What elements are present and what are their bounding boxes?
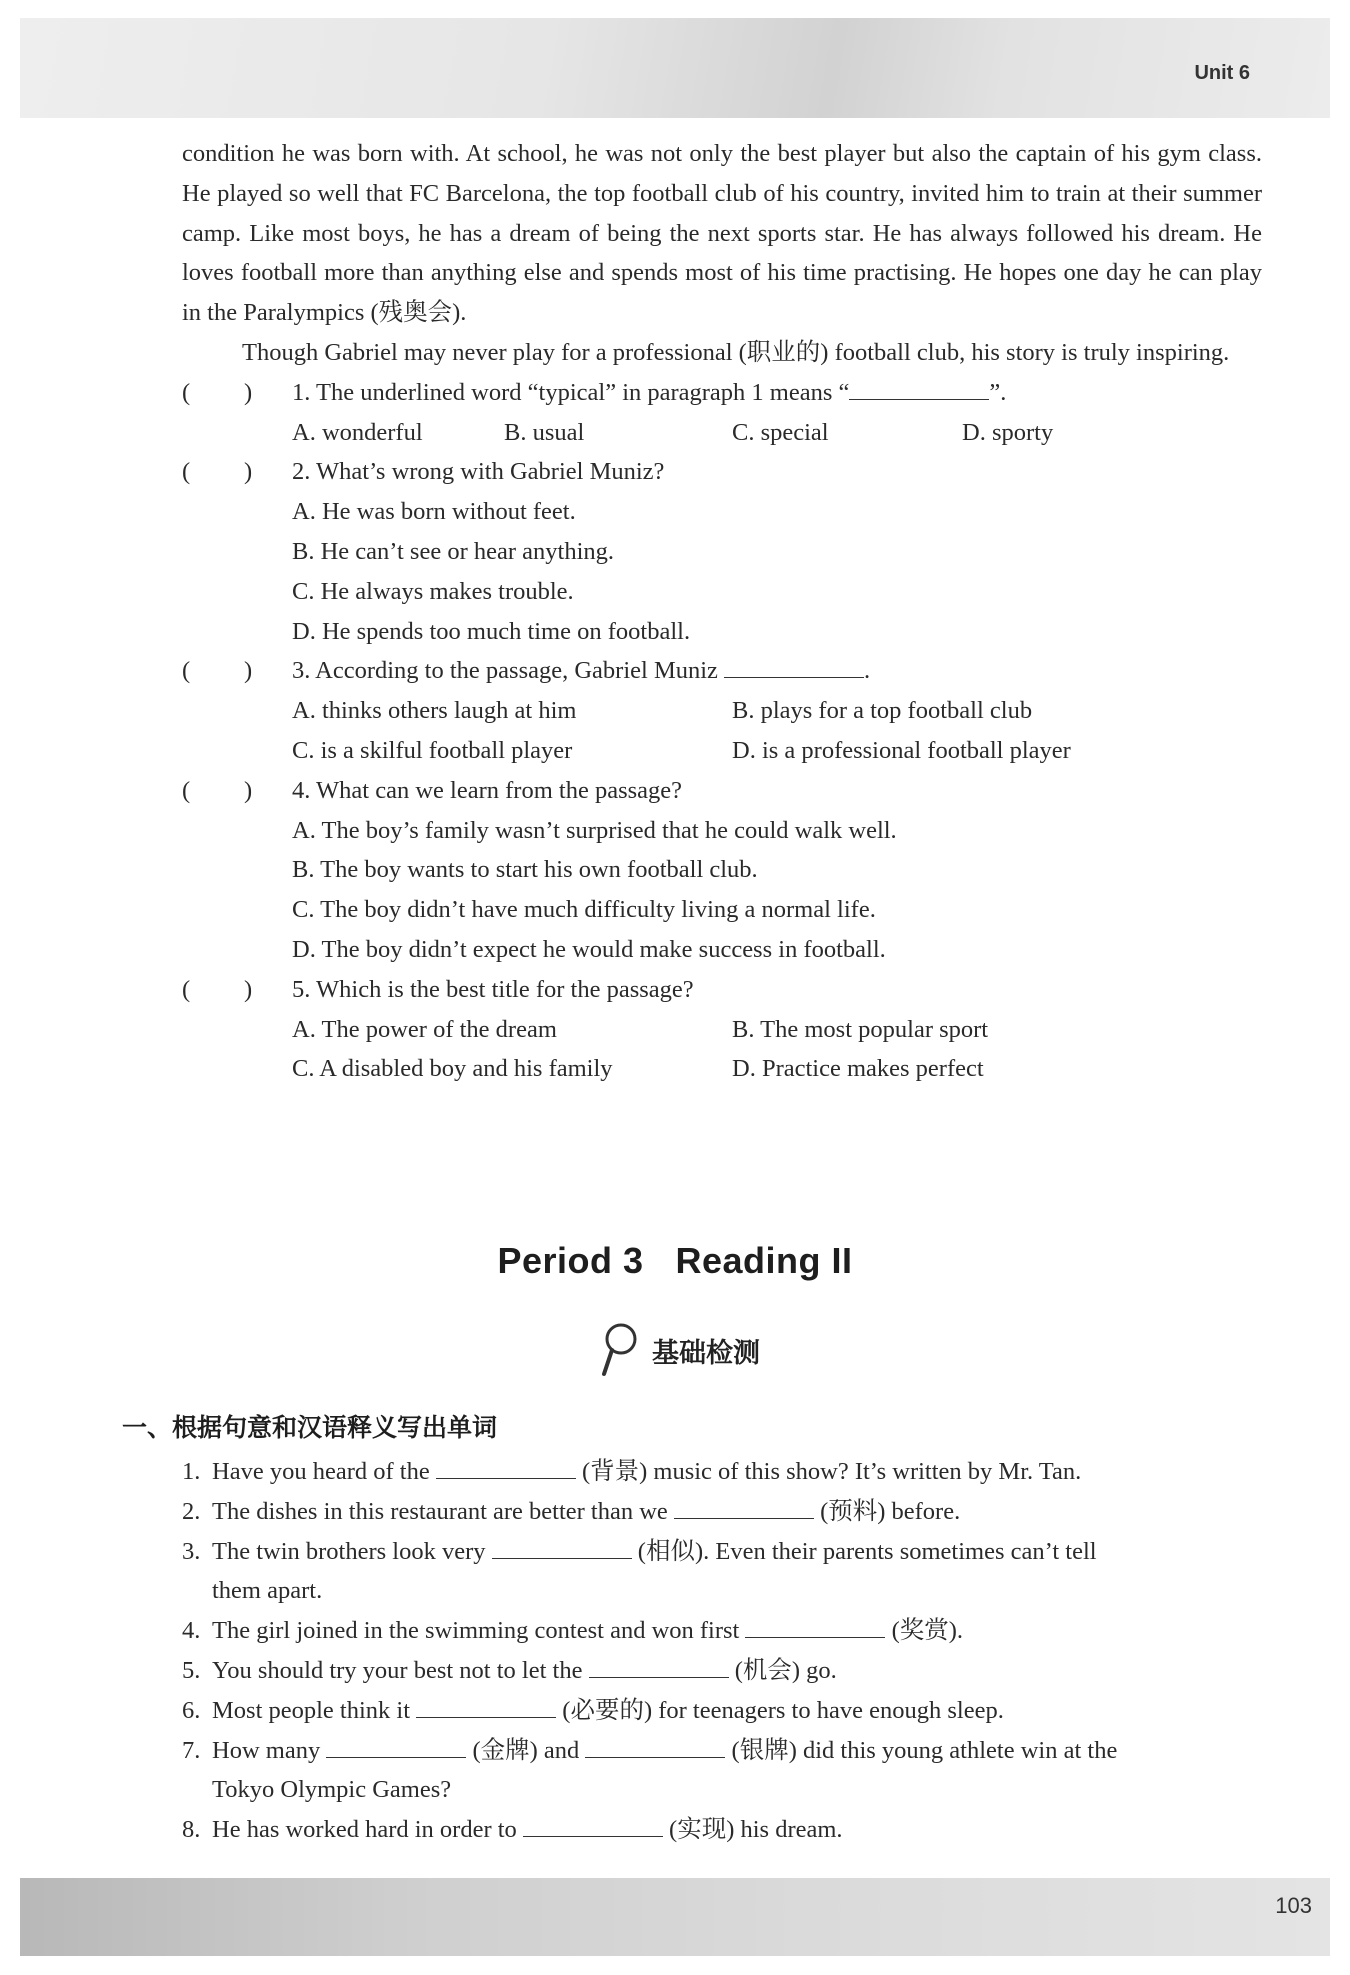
- page-number: 103: [1275, 1893, 1312, 1918]
- option-d[interactable]: D. Practice makes perfect: [732, 1055, 984, 1083]
- answer-blank[interactable]: [523, 1810, 663, 1837]
- option-c[interactable]: C. A disabled boy and his family: [292, 1055, 613, 1083]
- answer-paren-close: ): [244, 776, 253, 804]
- answer-paren-close: ): [244, 378, 253, 406]
- question-2: [182, 452, 1262, 492]
- answer-blank[interactable]: [745, 1611, 885, 1638]
- exercise-item-7: [182, 1731, 1242, 1811]
- answer-blank[interactable]: [724, 651, 864, 678]
- answer-blank[interactable]: [492, 1532, 632, 1559]
- answer-blank[interactable]: [326, 1731, 466, 1758]
- item-hint: (相似). Even their parents sometimes can’t tell: [631, 1537, 1097, 1565]
- magnifier-icon: [600, 1322, 638, 1378]
- exercise-item-4: [182, 1611, 1242, 1651]
- answer-blank[interactable]: [585, 1731, 725, 1758]
- fill-in-exercise: [182, 1452, 1242, 1850]
- option-b[interactable]: B. He can’t see or hear anything.: [292, 537, 615, 565]
- option-b[interactable]: B. The most popular sport: [732, 1015, 989, 1043]
- exercise-item-1: [182, 1452, 1242, 1492]
- answer-blank[interactable]: [589, 1651, 729, 1678]
- exercise-item-5: [182, 1651, 1242, 1691]
- answer-paren-close: ): [244, 975, 253, 1003]
- option-d[interactable]: D. sporty: [962, 418, 1054, 446]
- item-text: The twin brothers look very: [212, 1537, 492, 1565]
- question-stem: 1. The underlined word “typical” in paragraph 1 means “: [292, 378, 850, 406]
- item-text: The girl joined in the swimming contest and won first: [212, 1617, 746, 1645]
- question-stem: 3. According to the passage, Gabriel Muniz: [292, 657, 725, 685]
- item-hint: (必要的) for teenagers to have enough sleep.: [556, 1696, 1004, 1724]
- option-a[interactable]: A. wonderful: [292, 418, 423, 446]
- answer-blank[interactable]: [674, 1492, 814, 1519]
- question-3-options: [182, 691, 1262, 771]
- answer-blank[interactable]: [436, 1452, 576, 1479]
- item-hint: (实现) his dream.: [662, 1816, 843, 1844]
- item-number: 8.: [182, 1816, 201, 1844]
- option-a[interactable]: A. The power of the dream: [292, 1015, 557, 1043]
- item-hint: (机会) go.: [728, 1656, 837, 1684]
- section-badge-label: 基础检测: [652, 1337, 760, 1369]
- question-stem-end: ”.: [989, 378, 1007, 406]
- answer-paren-open: (: [182, 458, 191, 486]
- item-text: How many: [212, 1736, 327, 1764]
- answer-paren-open: (: [182, 975, 191, 1003]
- item-number: 5.: [182, 1656, 201, 1684]
- answer-paren-close: ): [244, 657, 253, 685]
- exercise-item-6: [182, 1691, 1242, 1731]
- exercise-item-2: [182, 1492, 1242, 1532]
- exercise-item-8: [182, 1810, 1242, 1850]
- option-a[interactable]: A. The boy’s family wasn’t surprised that he could walk well.: [292, 816, 897, 844]
- option-c[interactable]: C. special: [732, 418, 829, 446]
- answer-paren-open: (: [182, 378, 191, 406]
- item-text: Have you heard of the: [212, 1458, 436, 1485]
- period-title: [0, 1240, 1350, 1282]
- item-hint: (背景) music of this show? It’s written by Mr. Tan.: [575, 1458, 1082, 1485]
- option-c[interactable]: C. The boy didn’t have much difficulty living a normal life.: [292, 896, 876, 924]
- question-3: [182, 651, 1262, 691]
- item-hint: (金牌) and: [466, 1736, 586, 1764]
- reading-content: [182, 134, 1262, 1089]
- answer-blank[interactable]: [849, 373, 989, 400]
- item-text: Most people think it: [212, 1696, 417, 1724]
- unit-label: Unit 6: [1194, 62, 1250, 84]
- item-number: 7.: [182, 1736, 201, 1764]
- item-continuation: them apart.: [212, 1577, 323, 1605]
- question-1: [182, 373, 1262, 413]
- period-lesson: Reading II: [675, 1240, 853, 1281]
- page-bottom-band: [20, 1878, 1330, 1956]
- answer-paren-open: (: [182, 657, 191, 685]
- part-one-heading: 一、根据句意和汉语释义写出单词: [122, 1413, 498, 1442]
- exercise-item-3: [182, 1532, 1242, 1612]
- answer-blank[interactable]: [416, 1691, 556, 1718]
- option-c[interactable]: C. is a skilful football player: [292, 736, 573, 764]
- item-text: You should try your best not to let the: [212, 1656, 589, 1684]
- item-continuation: Tokyo Olympic Games?: [212, 1776, 452, 1804]
- question-stem: 2. What’s wrong with Gabriel Muniz?: [292, 458, 665, 486]
- question-5-options: [182, 1010, 1262, 1090]
- item-hint-2: (银牌) did this young athlete win at the: [725, 1736, 1118, 1764]
- option-d[interactable]: D. The boy didn’t expect he would make success in football.: [292, 935, 886, 963]
- option-b[interactable]: B. usual: [504, 418, 585, 446]
- option-a[interactable]: A. He was born without feet.: [292, 498, 576, 526]
- item-number: 2.: [182, 1497, 201, 1525]
- item-number: 3.: [182, 1537, 201, 1565]
- question-stem-end: .: [864, 657, 871, 685]
- option-c[interactable]: C. He always makes trouble.: [292, 577, 574, 605]
- question-4-options: [182, 811, 1262, 970]
- item-number: 4.: [182, 1617, 201, 1645]
- question-4: [182, 771, 1262, 811]
- question-5: [182, 970, 1262, 1010]
- option-b[interactable]: B. plays for a top football club: [732, 697, 1033, 725]
- period-number: Period 3: [497, 1240, 644, 1281]
- item-text: The dishes in this restaurant are better than we: [212, 1497, 674, 1525]
- question-2-options: [182, 492, 1262, 651]
- answer-paren-open: (: [182, 776, 191, 804]
- question-stem: 5. Which is the best title for the passage?: [292, 975, 694, 1003]
- option-a[interactable]: A. thinks others laugh at him: [292, 697, 577, 725]
- item-number: 1.: [182, 1458, 201, 1485]
- page-top-band: [20, 18, 1330, 118]
- section-badge: [600, 1320, 760, 1380]
- option-d[interactable]: D. He spends too much time on football.: [292, 617, 691, 645]
- item-number: 6.: [182, 1696, 201, 1724]
- answer-paren-close: ): [244, 458, 253, 486]
- passage-paragraph-2: Though Gabriel may never play for a professional (职业的) football club, his story is truly inspiring.: [242, 338, 1230, 366]
- option-b[interactable]: B. The boy wants to start his own football club.: [292, 856, 758, 884]
- item-hint: (奖赏).: [885, 1617, 964, 1645]
- passage-paragraph-1: condition he was born with. At school, he was not only the best player but also the captain of his gym class. He played so well that FC Barcelona, the top football club of his country, invited him to train at their summer camp. Like most boys, he has a dream of being the next sports star. He has always followed his dream. He loves football more than anything else and spends most of his time practising. He hopes one day he can play in the Paralympics (残奥会).: [182, 140, 1262, 327]
- item-text: He has worked hard in order to: [212, 1816, 523, 1844]
- item-hint: (预料) before.: [813, 1497, 961, 1525]
- question-stem: 4. What can we learn from the passage?: [292, 776, 683, 804]
- option-d[interactable]: D. is a professional football player: [732, 736, 1071, 764]
- question-1-options: [182, 413, 1262, 453]
